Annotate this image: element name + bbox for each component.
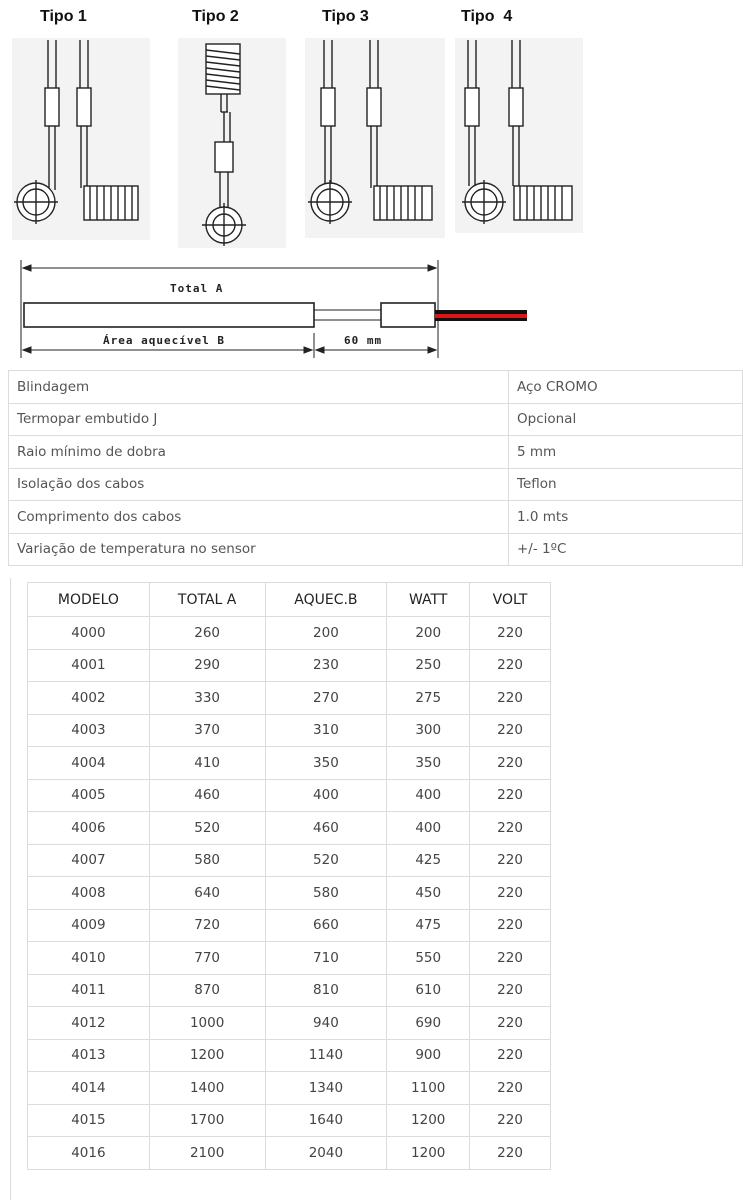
modelo-cell: 4002 — [28, 682, 150, 715]
table-row — [28, 714, 551, 747]
volt-cell: 220 — [470, 909, 551, 942]
total-a-cell: 460 — [149, 779, 265, 812]
spec-value: Aço CROMO — [509, 371, 743, 404]
modelo-cell: 4010 — [28, 942, 150, 975]
table-row — [9, 533, 743, 566]
modelo-cell: 4014 — [28, 1072, 150, 1105]
volt-cell: 220 — [470, 682, 551, 715]
table-row — [28, 812, 551, 845]
models-table — [27, 582, 551, 1170]
total-a-cell: 580 — [149, 844, 265, 877]
header-watt: WATT — [387, 583, 470, 617]
total-a-cell: 720 — [149, 909, 265, 942]
volt-cell: 220 — [470, 942, 551, 975]
dimension-drawing — [0, 258, 743, 363]
spec-value: Teflon — [509, 468, 743, 501]
watt-cell: 690 — [387, 1007, 470, 1040]
spec-label: Comprimento dos cabos — [9, 501, 509, 534]
aquec-b-cell: 230 — [265, 649, 387, 682]
table-row — [28, 1104, 551, 1137]
total-a-cell: 1400 — [149, 1072, 265, 1105]
table-row — [9, 501, 743, 534]
aquec-b-cell: 270 — [265, 682, 387, 715]
modelo-cell: 4012 — [28, 1007, 150, 1040]
table-row — [28, 617, 551, 650]
header-row — [28, 583, 551, 617]
aquec-b-cell: 940 — [265, 1007, 387, 1040]
aquec-b-cell: 1140 — [265, 1039, 387, 1072]
modelo-cell: 4006 — [28, 812, 150, 845]
modelo-cell: 4008 — [28, 877, 150, 910]
spec-value: 1.0 mts — [509, 501, 743, 534]
aquec-b-cell: 810 — [265, 974, 387, 1007]
aquec-b-cell: 1340 — [265, 1072, 387, 1105]
tipo-2-label: Tipo 2 — [192, 8, 239, 25]
modelo-cell: 4015 — [28, 1104, 150, 1137]
table-row — [28, 942, 551, 975]
table-row — [28, 909, 551, 942]
modelo-cell: 4004 — [28, 747, 150, 780]
header-total-a: TOTAL A — [149, 583, 265, 617]
watt-cell: 550 — [387, 942, 470, 975]
models-body — [28, 617, 551, 1170]
volt-cell: 220 — [470, 1039, 551, 1072]
total-a-cell: 260 — [149, 617, 265, 650]
aquec-b-cell: 460 — [265, 812, 387, 845]
volt-cell: 220 — [470, 617, 551, 650]
table-row — [9, 468, 743, 501]
tipo-1-label: Tipo 1 — [40, 8, 87, 25]
table-row — [28, 1039, 551, 1072]
table-row — [28, 779, 551, 812]
table-row — [9, 436, 743, 469]
total-a-cell: 1700 — [149, 1104, 265, 1137]
aquec-b-cell: 200 — [265, 617, 387, 650]
volt-cell: 220 — [470, 812, 551, 845]
table-row — [9, 403, 743, 436]
aquec-b-cell: 710 — [265, 942, 387, 975]
tipo-3-label: Tipo 3 — [322, 8, 369, 25]
aquec-b-cell: 2040 — [265, 1137, 387, 1170]
modelo-cell: 4009 — [28, 909, 150, 942]
modelo-cell: 4011 — [28, 974, 150, 1007]
table-row — [28, 1137, 551, 1170]
spec-label: Raio mínimo de dobra — [9, 436, 509, 469]
table-row — [9, 371, 743, 404]
header-aquec-b: AQUEC.B — [265, 583, 387, 617]
watt-cell: 1200 — [387, 1137, 470, 1170]
spec-value: +/- 1ºC — [509, 533, 743, 566]
heated-area-label: Área aquecível B — [103, 334, 225, 347]
watt-cell: 900 — [387, 1039, 470, 1072]
aquec-b-cell: 660 — [265, 909, 387, 942]
table-row — [28, 747, 551, 780]
watt-cell: 450 — [387, 877, 470, 910]
total-a-cell: 2100 — [149, 1137, 265, 1170]
watt-cell: 610 — [387, 974, 470, 1007]
total-a-cell: 290 — [149, 649, 265, 682]
volt-cell: 220 — [470, 877, 551, 910]
total-a-cell: 1000 — [149, 1007, 265, 1040]
modelo-cell: 4000 — [28, 617, 150, 650]
spec-label: Isolação dos cabos — [9, 468, 509, 501]
aquec-b-cell: 580 — [265, 877, 387, 910]
volt-cell: 220 — [470, 649, 551, 682]
watt-cell: 250 — [387, 649, 470, 682]
table-row — [28, 682, 551, 715]
watt-cell: 475 — [387, 909, 470, 942]
total-a-cell: 410 — [149, 747, 265, 780]
modelo-cell: 4005 — [28, 779, 150, 812]
volt-cell: 220 — [470, 1137, 551, 1170]
table-row — [28, 1007, 551, 1040]
spec-value: 5 mm — [509, 436, 743, 469]
total-a-label: Total A — [170, 282, 224, 295]
modelo-cell: 4007 — [28, 844, 150, 877]
modelo-cell: 4001 — [28, 649, 150, 682]
table-row — [28, 844, 551, 877]
volt-cell: 220 — [470, 1072, 551, 1105]
total-a-cell: 640 — [149, 877, 265, 910]
volt-cell: 220 — [470, 844, 551, 877]
volt-cell: 220 — [470, 1007, 551, 1040]
table-row — [28, 649, 551, 682]
watt-cell: 425 — [387, 844, 470, 877]
watt-cell: 400 — [387, 779, 470, 812]
aquec-b-cell: 310 — [265, 714, 387, 747]
tipo-4-label: Tipo 4 — [461, 8, 513, 25]
volt-cell: 220 — [470, 1104, 551, 1137]
spec-label: Termopar embutido J — [9, 403, 509, 436]
total-a-cell: 330 — [149, 682, 265, 715]
watt-cell: 300 — [387, 714, 470, 747]
modelo-cell: 4003 — [28, 714, 150, 747]
modelo-cell: 4013 — [28, 1039, 150, 1072]
specs-table — [8, 370, 743, 566]
total-a-cell: 520 — [149, 812, 265, 845]
spec-label: Blindagem — [9, 371, 509, 404]
volt-cell: 220 — [470, 779, 551, 812]
watt-cell: 1200 — [387, 1104, 470, 1137]
aquec-b-cell: 520 — [265, 844, 387, 877]
watt-cell: 1100 — [387, 1072, 470, 1105]
total-a-cell: 870 — [149, 974, 265, 1007]
left-divider — [10, 578, 11, 1200]
heater-types-drawing — [0, 0, 743, 260]
volt-cell: 220 — [470, 974, 551, 1007]
total-a-cell: 370 — [149, 714, 265, 747]
header-modelo: MODELO — [28, 583, 150, 617]
modelo-cell: 4016 — [28, 1137, 150, 1170]
watt-cell: 400 — [387, 812, 470, 845]
table-row — [28, 1072, 551, 1105]
volt-cell: 220 — [470, 747, 551, 780]
aquec-b-cell: 350 — [265, 747, 387, 780]
spec-value: Opcional — [509, 403, 743, 436]
total-a-cell: 770 — [149, 942, 265, 975]
aquec-b-cell: 400 — [265, 779, 387, 812]
spec-label: Variação de temperatura no sensor — [9, 533, 509, 566]
watt-cell: 350 — [387, 747, 470, 780]
watt-cell: 200 — [387, 617, 470, 650]
header-volt: VOLT — [470, 583, 551, 617]
table-row — [28, 877, 551, 910]
aquec-b-cell: 1640 — [265, 1104, 387, 1137]
lead-length-label: 60 mm — [344, 334, 383, 347]
total-a-cell: 1200 — [149, 1039, 265, 1072]
volt-cell: 220 — [470, 714, 551, 747]
table-row — [28, 974, 551, 1007]
watt-cell: 275 — [387, 682, 470, 715]
